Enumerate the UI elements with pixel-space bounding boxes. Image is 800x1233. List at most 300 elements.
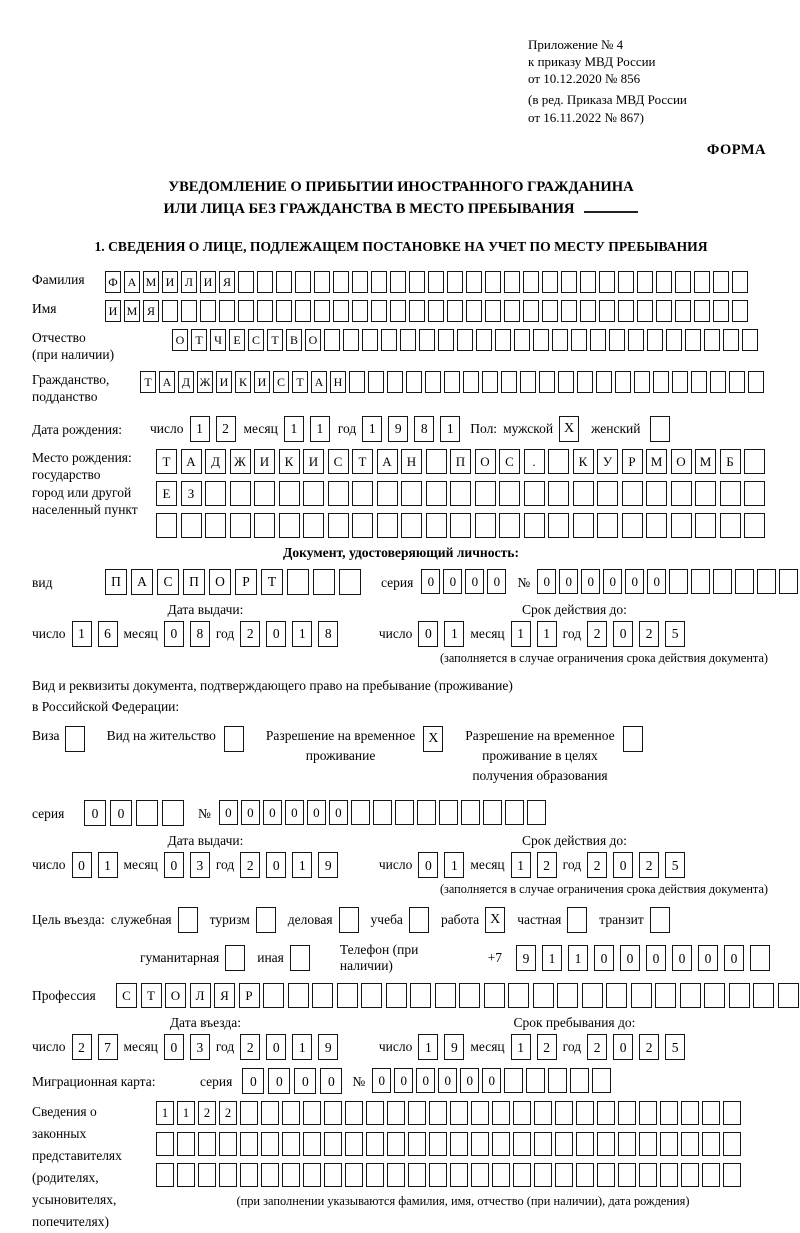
char-box[interactable]: 0 bbox=[164, 852, 184, 878]
char-box[interactable] bbox=[555, 1132, 573, 1156]
char-box[interactable] bbox=[198, 1132, 216, 1156]
purpose-opt7-checkbox[interactable] bbox=[650, 907, 670, 933]
checkbox-cell[interactable]: X bbox=[559, 416, 579, 442]
char-box[interactable] bbox=[303, 1101, 321, 1125]
char-box[interactable] bbox=[181, 513, 202, 538]
char-box[interactable]: Н bbox=[330, 371, 346, 393]
char-box[interactable] bbox=[230, 513, 251, 538]
char-box[interactable]: 9 bbox=[516, 945, 536, 971]
char-box[interactable] bbox=[435, 983, 456, 1008]
char-box[interactable]: С bbox=[248, 329, 264, 351]
char-box[interactable] bbox=[368, 371, 384, 393]
char-box[interactable]: А bbox=[124, 271, 140, 293]
residence-issue-day[interactable] bbox=[72, 852, 124, 878]
char-box[interactable] bbox=[744, 481, 765, 506]
char-box[interactable] bbox=[582, 983, 603, 1008]
char-box[interactable]: 0 bbox=[421, 569, 440, 594]
char-box[interactable] bbox=[303, 1163, 321, 1187]
char-box[interactable] bbox=[419, 329, 435, 351]
char-box[interactable]: С bbox=[157, 569, 179, 595]
char-box[interactable] bbox=[438, 329, 454, 351]
char-box[interactable]: К bbox=[573, 449, 594, 474]
char-box[interactable] bbox=[482, 371, 498, 393]
char-box[interactable]: Т bbox=[352, 449, 373, 474]
char-box[interactable]: Т bbox=[156, 449, 177, 474]
char-box[interactable]: 0 bbox=[620, 945, 640, 971]
char-box[interactable]: 0 bbox=[372, 1068, 391, 1093]
char-box[interactable] bbox=[505, 800, 524, 825]
residence-expiry-year[interactable] bbox=[587, 852, 691, 878]
char-box[interactable]: И bbox=[254, 449, 275, 474]
char-box[interactable]: 0 bbox=[72, 852, 92, 878]
char-box[interactable] bbox=[295, 271, 311, 293]
checkbox-cell[interactable] bbox=[224, 726, 244, 752]
char-box[interactable] bbox=[631, 983, 652, 1008]
char-box[interactable] bbox=[401, 481, 422, 506]
char-box[interactable] bbox=[230, 481, 251, 506]
char-box[interactable]: П bbox=[450, 449, 471, 474]
char-box[interactable]: 6 bbox=[98, 621, 118, 647]
char-box[interactable]: М bbox=[143, 271, 159, 293]
char-box[interactable]: 0 bbox=[164, 1034, 184, 1060]
female-checkbox[interactable] bbox=[650, 416, 670, 442]
char-box[interactable]: 9 bbox=[444, 1034, 464, 1060]
char-box[interactable]: К bbox=[235, 371, 251, 393]
char-box[interactable] bbox=[729, 983, 750, 1008]
char-box[interactable]: 0 bbox=[285, 800, 304, 825]
char-box[interactable] bbox=[597, 1132, 615, 1156]
char-box[interactable]: 2 bbox=[537, 1034, 557, 1060]
char-box[interactable]: 0 bbox=[537, 569, 556, 594]
char-box[interactable]: 2 bbox=[216, 416, 236, 442]
char-box[interactable] bbox=[444, 371, 460, 393]
char-box[interactable] bbox=[713, 569, 732, 594]
char-box[interactable] bbox=[671, 513, 692, 538]
char-box[interactable] bbox=[504, 271, 520, 293]
char-box[interactable] bbox=[542, 271, 558, 293]
char-box[interactable] bbox=[597, 1101, 615, 1125]
char-box[interactable] bbox=[312, 983, 333, 1008]
char-box[interactable]: 0 bbox=[724, 945, 744, 971]
char-box[interactable]: 2 bbox=[72, 1034, 92, 1060]
char-box[interactable] bbox=[450, 1101, 468, 1125]
char-box[interactable] bbox=[177, 1163, 195, 1187]
char-box[interactable]: И bbox=[200, 271, 216, 293]
char-box[interactable]: Ж bbox=[197, 371, 213, 393]
char-box[interactable] bbox=[732, 300, 748, 322]
char-box[interactable] bbox=[476, 329, 492, 351]
char-box[interactable]: 0 bbox=[266, 1034, 286, 1060]
char-box[interactable] bbox=[408, 1163, 426, 1187]
char-box[interactable]: 0 bbox=[559, 569, 578, 594]
char-box[interactable] bbox=[238, 300, 254, 322]
char-box[interactable]: И bbox=[162, 271, 178, 293]
char-box[interactable] bbox=[428, 300, 444, 322]
char-box[interactable] bbox=[349, 371, 365, 393]
char-box[interactable]: 0 bbox=[320, 1068, 342, 1094]
char-box[interactable] bbox=[704, 329, 720, 351]
char-box[interactable] bbox=[524, 513, 545, 538]
char-box[interactable] bbox=[387, 1163, 405, 1187]
char-box[interactable]: 2 bbox=[240, 1034, 260, 1060]
char-box[interactable] bbox=[303, 513, 324, 538]
char-box[interactable]: М bbox=[646, 449, 667, 474]
char-box[interactable]: Ф bbox=[105, 271, 121, 293]
char-box[interactable]: 0 bbox=[416, 1068, 435, 1093]
char-box[interactable] bbox=[261, 1132, 279, 1156]
char-box[interactable]: 0 bbox=[164, 621, 184, 647]
char-box[interactable]: И bbox=[254, 371, 270, 393]
phone-boxes[interactable] bbox=[516, 945, 770, 971]
char-box[interactable]: Е bbox=[229, 329, 245, 351]
char-box[interactable]: С bbox=[116, 983, 137, 1008]
purpose-opt5-checkbox[interactable] bbox=[485, 907, 505, 933]
char-box[interactable] bbox=[276, 300, 292, 322]
residence-expiry-month[interactable] bbox=[511, 852, 563, 878]
char-box[interactable]: 2 bbox=[639, 621, 659, 647]
char-box[interactable] bbox=[314, 271, 330, 293]
char-box[interactable] bbox=[576, 1163, 594, 1187]
char-box[interactable] bbox=[561, 300, 577, 322]
char-box[interactable]: 8 bbox=[190, 621, 210, 647]
char-box[interactable]: 1 bbox=[568, 945, 588, 971]
char-box[interactable] bbox=[287, 569, 309, 595]
char-box[interactable] bbox=[580, 300, 596, 322]
char-box[interactable] bbox=[555, 1163, 573, 1187]
char-box[interactable] bbox=[558, 371, 574, 393]
char-box[interactable] bbox=[466, 271, 482, 293]
char-box[interactable] bbox=[205, 513, 226, 538]
char-box[interactable]: 0 bbox=[581, 569, 600, 594]
char-box[interactable]: 2 bbox=[240, 852, 260, 878]
char-box[interactable] bbox=[548, 513, 569, 538]
char-box[interactable] bbox=[279, 481, 300, 506]
char-box[interactable] bbox=[447, 271, 463, 293]
char-box[interactable] bbox=[599, 271, 615, 293]
char-box[interactable] bbox=[371, 271, 387, 293]
checkbox-cell[interactable] bbox=[339, 907, 359, 933]
char-box[interactable]: 1 bbox=[190, 416, 210, 442]
char-box[interactable] bbox=[395, 800, 414, 825]
char-box[interactable]: Т bbox=[267, 329, 283, 351]
char-box[interactable]: Р bbox=[239, 983, 260, 1008]
char-box[interactable] bbox=[671, 481, 692, 506]
identity-issue-day[interactable] bbox=[72, 621, 124, 647]
char-box[interactable] bbox=[680, 983, 701, 1008]
char-box[interactable] bbox=[390, 271, 406, 293]
char-box[interactable]: 5 bbox=[665, 621, 685, 647]
visa-checkbox[interactable] bbox=[65, 726, 85, 752]
char-box[interactable] bbox=[352, 271, 368, 293]
char-box[interactable] bbox=[596, 371, 612, 393]
char-box[interactable] bbox=[387, 1132, 405, 1156]
char-box[interactable]: И bbox=[216, 371, 232, 393]
birth-place-row1-boxes[interactable] bbox=[156, 449, 769, 474]
char-box[interactable] bbox=[618, 1163, 636, 1187]
char-box[interactable] bbox=[723, 1163, 741, 1187]
char-box[interactable]: 2 bbox=[198, 1101, 216, 1125]
entry-day[interactable] bbox=[72, 1034, 124, 1060]
char-box[interactable] bbox=[373, 800, 392, 825]
char-box[interactable] bbox=[333, 300, 349, 322]
checkbox-cell[interactable]: X bbox=[485, 907, 505, 933]
char-box[interactable] bbox=[669, 569, 688, 594]
char-box[interactable]: М bbox=[124, 300, 140, 322]
char-box[interactable]: 1 bbox=[444, 852, 464, 878]
checkbox-cell[interactable] bbox=[178, 907, 198, 933]
char-box[interactable] bbox=[198, 1163, 216, 1187]
char-box[interactable] bbox=[450, 1163, 468, 1187]
char-box[interactable]: Я bbox=[219, 271, 235, 293]
char-box[interactable] bbox=[450, 481, 471, 506]
char-box[interactable]: Ж bbox=[230, 449, 251, 474]
char-box[interactable] bbox=[366, 1101, 384, 1125]
char-box[interactable] bbox=[639, 1132, 657, 1156]
char-box[interactable] bbox=[345, 1101, 363, 1125]
char-box[interactable]: 0 bbox=[613, 1034, 633, 1060]
char-box[interactable] bbox=[408, 1101, 426, 1125]
char-box[interactable] bbox=[523, 300, 539, 322]
char-box[interactable] bbox=[681, 1132, 699, 1156]
char-box[interactable] bbox=[723, 1132, 741, 1156]
char-box[interactable] bbox=[606, 983, 627, 1008]
char-box[interactable] bbox=[303, 1132, 321, 1156]
char-box[interactable] bbox=[254, 481, 275, 506]
char-box[interactable] bbox=[400, 329, 416, 351]
char-box[interactable] bbox=[406, 371, 422, 393]
char-box[interactable] bbox=[713, 300, 729, 322]
char-box[interactable] bbox=[495, 329, 511, 351]
char-box[interactable] bbox=[417, 800, 436, 825]
char-box[interactable] bbox=[552, 329, 568, 351]
char-box[interactable] bbox=[694, 271, 710, 293]
char-box[interactable] bbox=[615, 371, 631, 393]
char-box[interactable] bbox=[288, 983, 309, 1008]
char-box[interactable]: С bbox=[499, 449, 520, 474]
birth-year-boxes[interactable] bbox=[362, 416, 466, 442]
char-box[interactable] bbox=[753, 983, 774, 1008]
char-box[interactable] bbox=[685, 329, 701, 351]
char-box[interactable] bbox=[571, 329, 587, 351]
char-box[interactable] bbox=[156, 513, 177, 538]
char-box[interactable]: 1 bbox=[362, 416, 382, 442]
char-box[interactable]: 0 bbox=[438, 1068, 457, 1093]
residence-series-boxes[interactable] bbox=[84, 800, 188, 826]
char-box[interactable] bbox=[377, 481, 398, 506]
char-box[interactable] bbox=[597, 513, 618, 538]
char-box[interactable] bbox=[136, 800, 158, 826]
identity-expiry-year[interactable] bbox=[587, 621, 691, 647]
char-box[interactable] bbox=[439, 800, 458, 825]
char-box[interactable] bbox=[492, 1132, 510, 1156]
char-box[interactable]: 0 bbox=[418, 852, 438, 878]
char-box[interactable]: А bbox=[131, 569, 153, 595]
char-box[interactable] bbox=[520, 371, 536, 393]
char-box[interactable] bbox=[263, 983, 284, 1008]
char-box[interactable] bbox=[499, 513, 520, 538]
checkbox-cell[interactable] bbox=[290, 945, 310, 971]
char-box[interactable] bbox=[597, 481, 618, 506]
char-box[interactable] bbox=[219, 1163, 237, 1187]
char-box[interactable] bbox=[704, 983, 725, 1008]
char-box[interactable]: 0 bbox=[613, 852, 633, 878]
char-box[interactable] bbox=[410, 983, 431, 1008]
char-box[interactable] bbox=[592, 1068, 611, 1093]
char-box[interactable] bbox=[282, 1132, 300, 1156]
char-box[interactable] bbox=[328, 513, 349, 538]
identity-expiry-day[interactable] bbox=[418, 621, 470, 647]
char-box[interactable] bbox=[381, 329, 397, 351]
char-box[interactable] bbox=[351, 800, 370, 825]
char-box[interactable] bbox=[303, 481, 324, 506]
char-box[interactable]: 0 bbox=[268, 1068, 290, 1094]
char-box[interactable] bbox=[504, 300, 520, 322]
char-box[interactable]: 7 bbox=[98, 1034, 118, 1060]
purpose-opt9-checkbox[interactable] bbox=[290, 945, 310, 971]
char-box[interactable] bbox=[702, 1101, 720, 1125]
char-box[interactable]: О bbox=[671, 449, 692, 474]
char-box[interactable] bbox=[729, 371, 745, 393]
char-box[interactable]: 0 bbox=[241, 800, 260, 825]
char-box[interactable] bbox=[282, 1101, 300, 1125]
char-box[interactable]: Т bbox=[292, 371, 308, 393]
char-box[interactable]: С bbox=[273, 371, 289, 393]
checkbox-cell[interactable] bbox=[225, 945, 245, 971]
char-box[interactable] bbox=[720, 513, 741, 538]
checkbox-cell[interactable] bbox=[567, 907, 587, 933]
char-box[interactable] bbox=[352, 513, 373, 538]
purpose-opt1-checkbox[interactable] bbox=[178, 907, 198, 933]
char-box[interactable] bbox=[156, 1163, 174, 1187]
char-box[interactable] bbox=[713, 271, 729, 293]
char-box[interactable] bbox=[181, 300, 197, 322]
char-box[interactable]: 0 bbox=[266, 852, 286, 878]
char-box[interactable] bbox=[523, 271, 539, 293]
char-box[interactable]: Р bbox=[235, 569, 257, 595]
char-box[interactable] bbox=[744, 449, 765, 474]
char-box[interactable]: И bbox=[105, 300, 121, 322]
char-box[interactable]: Л bbox=[181, 271, 197, 293]
purpose-opt2-checkbox[interactable] bbox=[256, 907, 276, 933]
char-box[interactable] bbox=[514, 329, 530, 351]
char-box[interactable] bbox=[675, 300, 691, 322]
char-box[interactable]: 2 bbox=[587, 621, 607, 647]
char-box[interactable] bbox=[492, 1163, 510, 1187]
char-box[interactable]: А bbox=[159, 371, 175, 393]
char-box[interactable] bbox=[653, 371, 669, 393]
char-box[interactable]: 5 bbox=[665, 852, 685, 878]
char-box[interactable] bbox=[548, 1068, 567, 1093]
char-box[interactable] bbox=[660, 1101, 678, 1125]
checkbox-cell[interactable] bbox=[650, 416, 670, 442]
char-box[interactable]: Т bbox=[191, 329, 207, 351]
char-box[interactable]: И bbox=[303, 449, 324, 474]
char-box[interactable] bbox=[219, 300, 235, 322]
char-box[interactable] bbox=[483, 800, 502, 825]
char-box[interactable] bbox=[634, 371, 650, 393]
char-box[interactable]: 1 bbox=[511, 621, 531, 647]
checkbox-cell[interactable] bbox=[409, 907, 429, 933]
char-box[interactable]: 0 bbox=[465, 569, 484, 594]
representatives-row2-boxes[interactable] bbox=[156, 1132, 770, 1156]
char-box[interactable] bbox=[695, 513, 716, 538]
char-box[interactable] bbox=[542, 300, 558, 322]
char-box[interactable] bbox=[324, 1132, 342, 1156]
char-box[interactable] bbox=[513, 1101, 531, 1125]
char-box[interactable] bbox=[261, 1101, 279, 1125]
char-box[interactable] bbox=[261, 1163, 279, 1187]
char-box[interactable]: 0 bbox=[294, 1068, 316, 1094]
char-box[interactable] bbox=[352, 300, 368, 322]
char-box[interactable]: 0 bbox=[263, 800, 282, 825]
char-box[interactable] bbox=[534, 1101, 552, 1125]
char-box[interactable]: 0 bbox=[698, 945, 718, 971]
temp-residence-edu-checkbox[interactable] bbox=[623, 726, 643, 752]
char-box[interactable] bbox=[282, 1163, 300, 1187]
char-box[interactable] bbox=[672, 371, 688, 393]
char-box[interactable]: 1 bbox=[440, 416, 460, 442]
char-box[interactable] bbox=[548, 449, 569, 474]
char-box[interactable]: 0 bbox=[394, 1068, 413, 1093]
char-box[interactable] bbox=[695, 481, 716, 506]
char-box[interactable] bbox=[622, 513, 643, 538]
char-box[interactable]: 1 bbox=[177, 1101, 195, 1125]
char-box[interactable] bbox=[450, 513, 471, 538]
identity-issue-year[interactable] bbox=[240, 621, 344, 647]
identity-issue-month[interactable] bbox=[164, 621, 216, 647]
char-box[interactable] bbox=[533, 329, 549, 351]
char-box[interactable]: 1 bbox=[284, 416, 304, 442]
char-box[interactable]: 1 bbox=[292, 852, 312, 878]
char-box[interactable]: 0 bbox=[329, 800, 348, 825]
char-box[interactable]: Т bbox=[141, 983, 162, 1008]
char-box[interactable] bbox=[257, 300, 273, 322]
char-box[interactable]: 0 bbox=[418, 621, 438, 647]
char-box[interactable]: К bbox=[279, 449, 300, 474]
char-box[interactable]: 1 bbox=[292, 1034, 312, 1060]
temp-residence-checkbox[interactable] bbox=[423, 726, 443, 752]
char-box[interactable]: 0 bbox=[460, 1068, 479, 1093]
char-box[interactable] bbox=[524, 481, 545, 506]
purpose-opt8-checkbox[interactable] bbox=[225, 945, 245, 971]
char-box[interactable] bbox=[656, 300, 672, 322]
char-box[interactable] bbox=[345, 1132, 363, 1156]
char-box[interactable] bbox=[691, 371, 707, 393]
birth-day-boxes[interactable] bbox=[190, 416, 242, 442]
char-box[interactable]: 0 bbox=[110, 800, 132, 826]
char-box[interactable] bbox=[637, 271, 653, 293]
char-box[interactable] bbox=[702, 1132, 720, 1156]
char-box[interactable] bbox=[324, 1163, 342, 1187]
char-box[interactable]: О bbox=[209, 569, 231, 595]
char-box[interactable] bbox=[475, 481, 496, 506]
char-box[interactable] bbox=[238, 271, 254, 293]
char-box[interactable] bbox=[681, 1163, 699, 1187]
char-box[interactable] bbox=[618, 1101, 636, 1125]
char-box[interactable]: 1 bbox=[292, 621, 312, 647]
residence-issue-month[interactable] bbox=[164, 852, 216, 878]
char-box[interactable]: Д bbox=[178, 371, 194, 393]
representatives-row3-boxes[interactable] bbox=[156, 1163, 770, 1187]
char-box[interactable]: 1 bbox=[444, 621, 464, 647]
char-box[interactable]: 2 bbox=[537, 852, 557, 878]
char-box[interactable] bbox=[484, 983, 505, 1008]
checkbox-cell[interactable]: X bbox=[423, 726, 443, 752]
char-box[interactable]: Б bbox=[720, 449, 741, 474]
char-box[interactable]: 1 bbox=[156, 1101, 174, 1125]
char-box[interactable]: Е bbox=[156, 481, 177, 506]
char-box[interactable] bbox=[219, 1132, 237, 1156]
